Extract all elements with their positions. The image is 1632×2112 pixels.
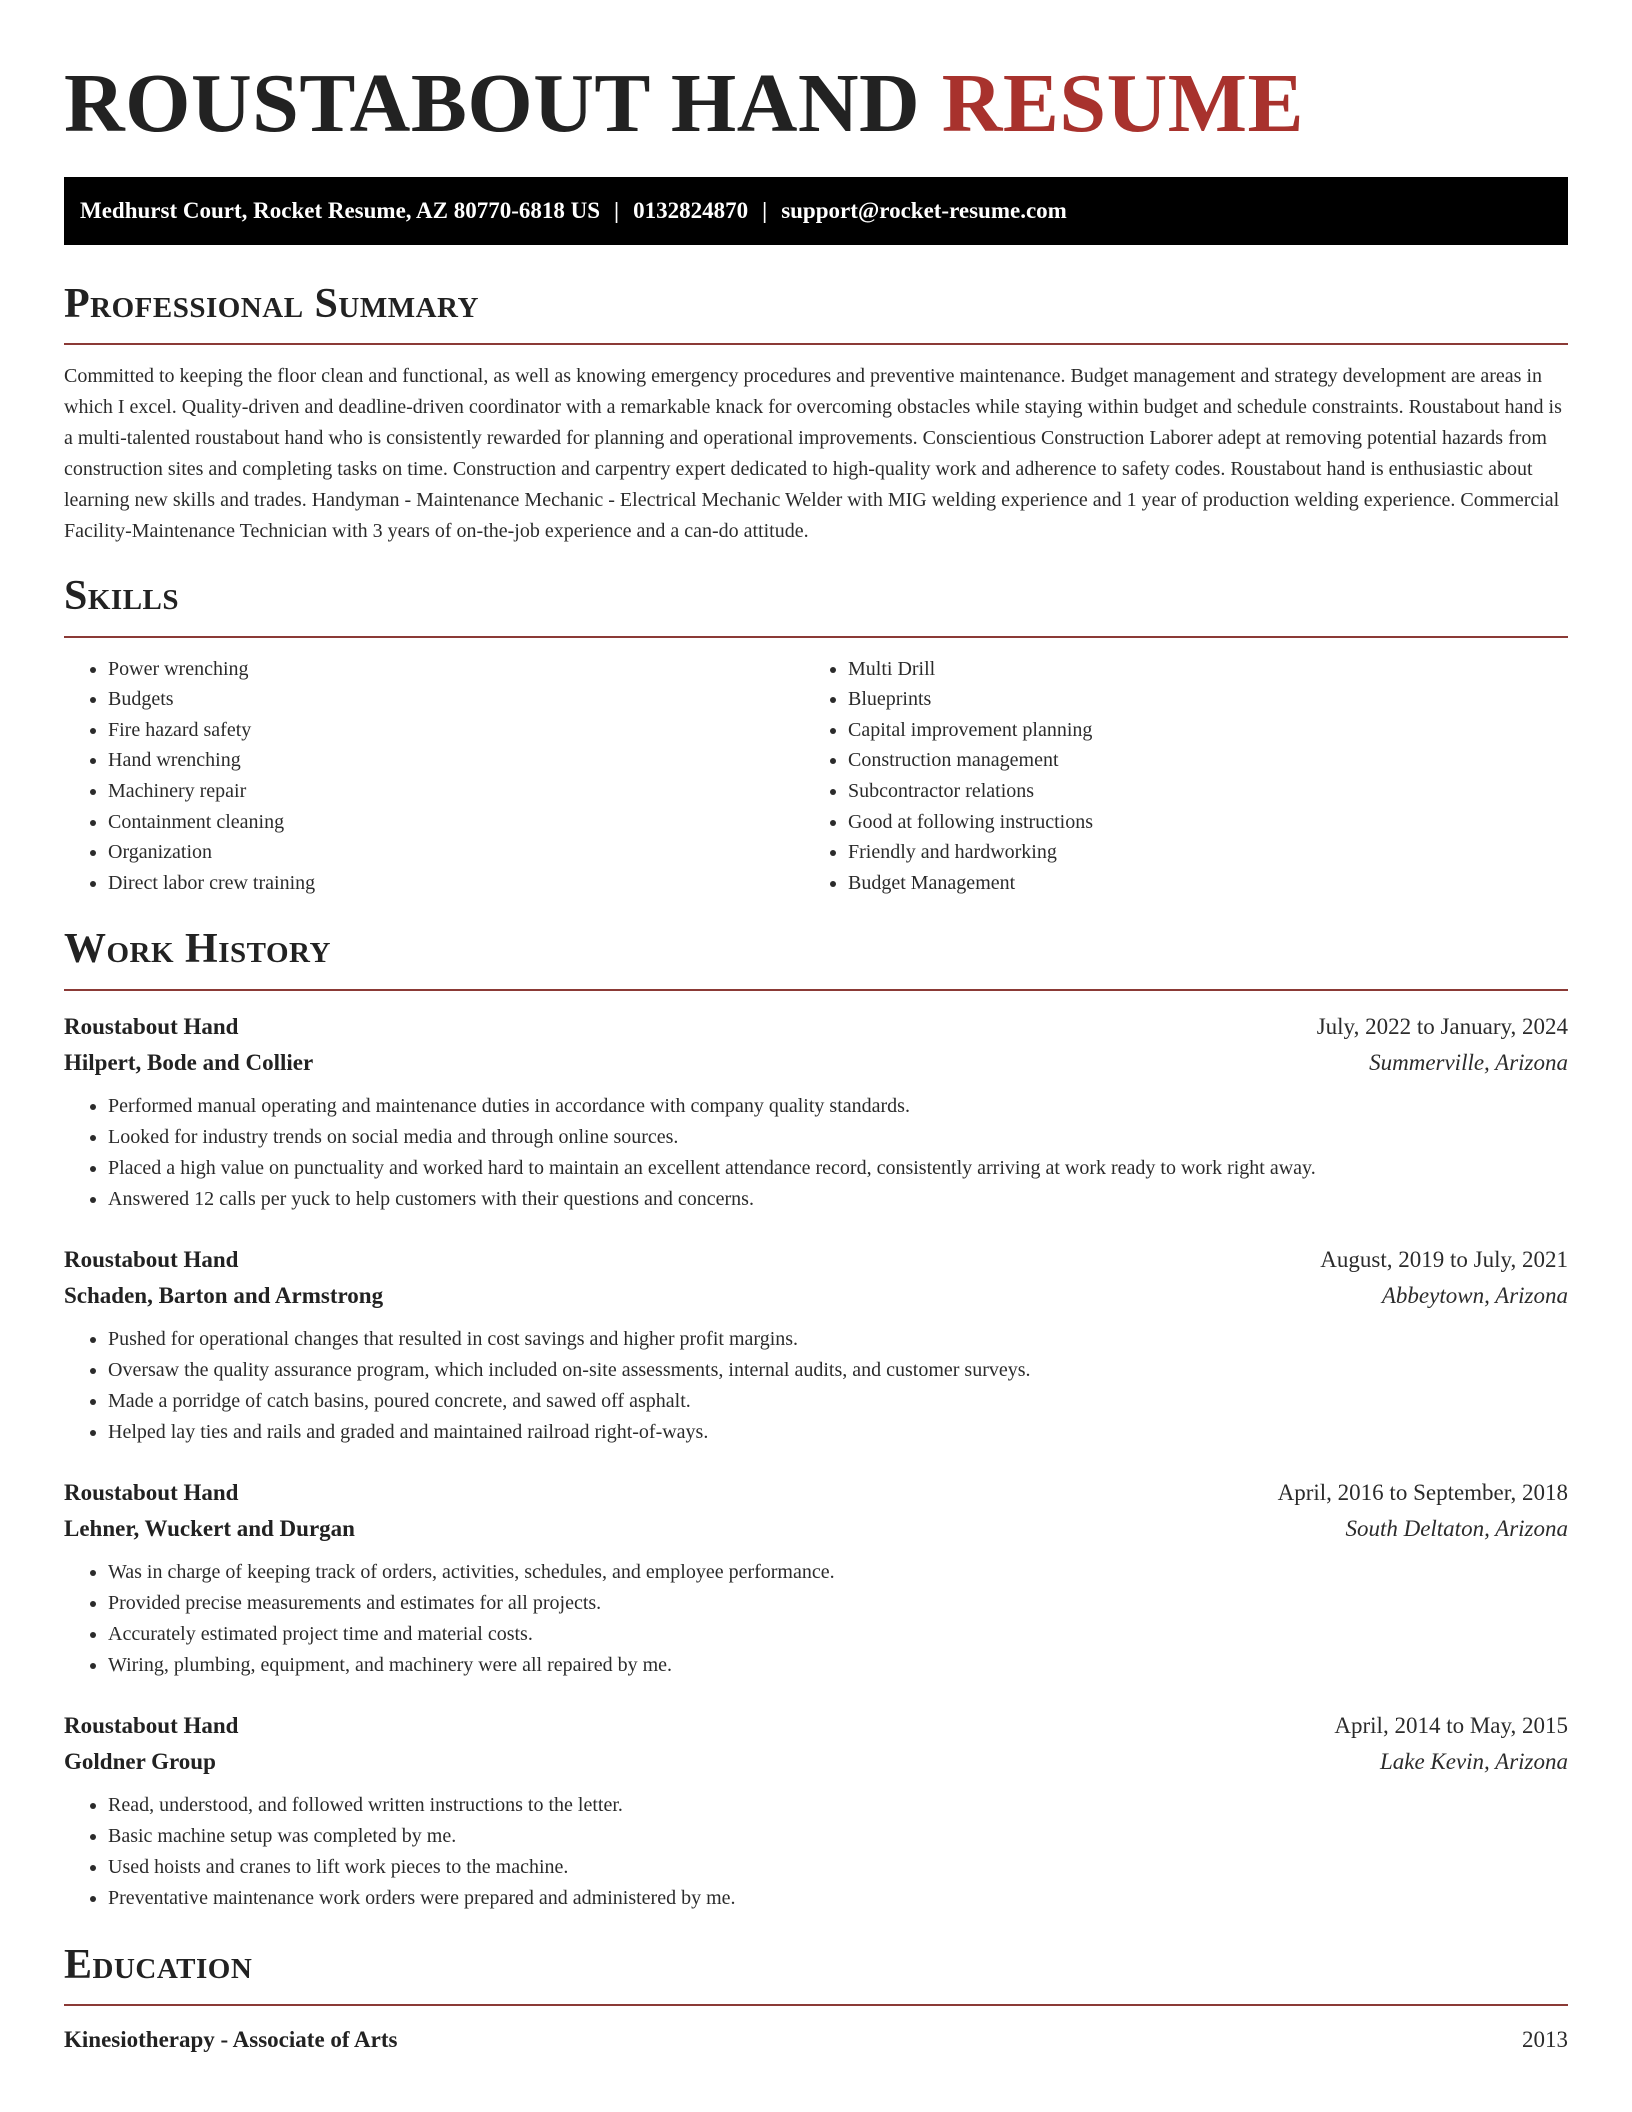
skills-list-left [64, 654, 804, 899]
skill-item: • Subcontractor relations [848, 776, 1544, 807]
job-duty: • Pushed for operational changes that resulted in cost savings and higher profit margins. [108, 1324, 1568, 1355]
skills-list-right [804, 654, 1544, 899]
job-duty: • Helped lay ties and rails and graded and maintained railroad right-of-ways. [108, 1417, 1568, 1448]
job-duty: • Answered 12 calls per yuck to help customers with their questions and concerns. [108, 1184, 1568, 1215]
skill-item: • Containment cleaning [108, 807, 804, 838]
job-duty: • Looked for industry trends on social media and through online sources. [108, 1122, 1568, 1153]
job-duty: • Preventative maintenance work orders were prepared and administered by me. [108, 1883, 1568, 1914]
job-duty: • Accurately estimated project time and material costs. [108, 1619, 1568, 1650]
job-header-row [64, 1475, 1568, 1511]
job-title: Roustabout Hand [64, 1013, 239, 1039]
contact-address: Medhurst Court, Rocket Resume, AZ 80770-6818 US [80, 197, 601, 223]
job-company: Goldner Group [64, 1748, 216, 1774]
contact-separator: | [762, 197, 768, 223]
job-duties [64, 1557, 1568, 1681]
skill-item: • Friendly and hardworking [848, 837, 1544, 868]
job-title: Roustabout Hand [64, 1246, 239, 1272]
summary-section [64, 279, 1568, 547]
job-company-row [64, 1278, 1568, 1314]
education-degree: Kinesiotherapy - Associate of Arts [64, 2027, 398, 2053]
education-entry [64, 2022, 1568, 2058]
job-entry [64, 1475, 1568, 1681]
work-history-heading: Work History [64, 926, 331, 973]
skill-item: • Blueprints [848, 684, 1544, 715]
skill-item: • Good at following instructions [848, 807, 1544, 838]
job-company-row [64, 1511, 1568, 1547]
job-company-row [64, 1744, 1568, 1780]
summary-text: Committed to keeping the floor clean and functional, as well as knowing emergency procedures and preventive maintenance. Budget management and strategy development are areas in which I excel. Quality-driven and deadline-driven coordinator with a remarkable knack for overcoming obstacles while staying within budget and schedule constraints. Roustabout hand is a multi-talented roustabout hand who is consistently rewarded for planning and operational improvements. Conscientious Construction Laborer adept at removing potential hazards from construction sites and completing tasks on time. Construction and carpentry expert dedicated to high-quality work and adherence to safety codes. Roustabout hand is enthusiastic about learning new skills and trades. Handyman - Maintenance Mechanic - Electrical Mechanic Welder with MIG welding experience and 1 year of production welding experience. Commercial Facility-Maintenance Technician with 3 years of on-the-job experience and a can-do attitude. [64, 365, 1562, 543]
contact-bar [64, 177, 1568, 245]
skill-item: • Construction management [848, 745, 1544, 776]
job-dates: August, 2019 to July, 2021 [1320, 1246, 1568, 1272]
skill-item: • Machinery repair [108, 776, 804, 807]
skills-columns [64, 654, 1568, 899]
contact-phone: 0132824870 [633, 197, 749, 223]
skills-section [64, 571, 1568, 898]
job-duty: • Made a porridge of catch basins, poured concrete, and sawed off asphalt. [108, 1386, 1568, 1417]
contact-separator: | [614, 197, 620, 223]
job-duty: • Oversaw the quality assurance program, which included on-site assessments, internal audits, and customer surveys. [108, 1355, 1568, 1386]
skill-item: • Capital improvement planning [848, 715, 1544, 746]
education-year: 2013 [1522, 2027, 1568, 2053]
contact-email: support@rocket-resume.com [781, 197, 1067, 223]
education-section [64, 1940, 1568, 2058]
skill-item: • Budgets [108, 684, 804, 715]
section-divider [64, 636, 1568, 638]
skills-heading: Skills [64, 573, 180, 620]
job-company: Hilpert, Bode and Collier [64, 1049, 314, 1075]
job-header-row [64, 1708, 1568, 1744]
section-divider [64, 343, 1568, 345]
job-duty: • Read, understood, and followed written instructions to the letter. [108, 1790, 1568, 1821]
skill-item: • Direct labor crew training [108, 868, 804, 899]
job-dates: April, 2014 to May, 2015 [1334, 1712, 1568, 1738]
job-title: Roustabout Hand [64, 1712, 239, 1738]
job-location: Summerville, Arizona [1369, 1049, 1568, 1075]
resume-title-accent: RESUME [941, 57, 1305, 150]
job-duty: • Provided precise measurements and estimates for all projects. [108, 1588, 1568, 1619]
resume-title-main: ROUSTABOUT HAND [64, 57, 921, 150]
skill-item: • Budget Management [848, 868, 1544, 899]
job-dates: April, 2016 to September, 2018 [1277, 1479, 1568, 1505]
job-duty: • Placed a high value on punctuality and worked hard to maintain an excellent attendance record, consistently arriving at work ready to work right away. [108, 1153, 1568, 1184]
job-title: Roustabout Hand [64, 1479, 239, 1505]
job-location: Abbeytown, Arizona [1381, 1282, 1568, 1308]
job-duties [64, 1091, 1568, 1215]
job-duties [64, 1790, 1568, 1914]
skill-item: • Multi Drill [848, 654, 1544, 685]
resume-title [64, 0, 1568, 155]
job-dates: July, 2022 to January, 2024 [1316, 1013, 1568, 1039]
skill-item: • Organization [108, 837, 804, 868]
job-entry [64, 1009, 1568, 1215]
job-duties [64, 1324, 1568, 1448]
skill-item: • Hand wrenching [108, 745, 804, 776]
education-heading: Education [64, 1941, 253, 1988]
job-company-row [64, 1045, 1568, 1081]
section-divider [64, 989, 1568, 991]
job-duty: • Performed manual operating and maintenance duties in accordance with company quality standards. [108, 1091, 1568, 1122]
section-divider [64, 2004, 1568, 2006]
job-company: Lehner, Wuckert and Durgan [64, 1515, 355, 1541]
job-header-row [64, 1009, 1568, 1045]
job-header-row [64, 1242, 1568, 1278]
job-company: Schaden, Barton and Armstrong [64, 1282, 384, 1308]
job-duty: • Used hoists and cranes to lift work pieces to the machine. [108, 1852, 1568, 1883]
skill-item: • Fire hazard safety [108, 715, 804, 746]
job-location: Lake Kevin, Arizona [1379, 1748, 1568, 1774]
job-duty: • Wiring, plumbing, equipment, and machinery were all repaired by me. [108, 1650, 1568, 1681]
summary-heading: Professional Summary [64, 280, 479, 327]
job-location: South Deltaton, Arizona [1345, 1515, 1568, 1541]
job-entry [64, 1242, 1568, 1448]
job-duty: • Basic machine setup was completed by me. [108, 1821, 1568, 1852]
work-history-section [64, 924, 1568, 1913]
job-duty: • Was in charge of keeping track of orders, activities, schedules, and employee performance. [108, 1557, 1568, 1588]
skill-item: • Power wrenching [108, 654, 804, 685]
job-entry [64, 1708, 1568, 1914]
